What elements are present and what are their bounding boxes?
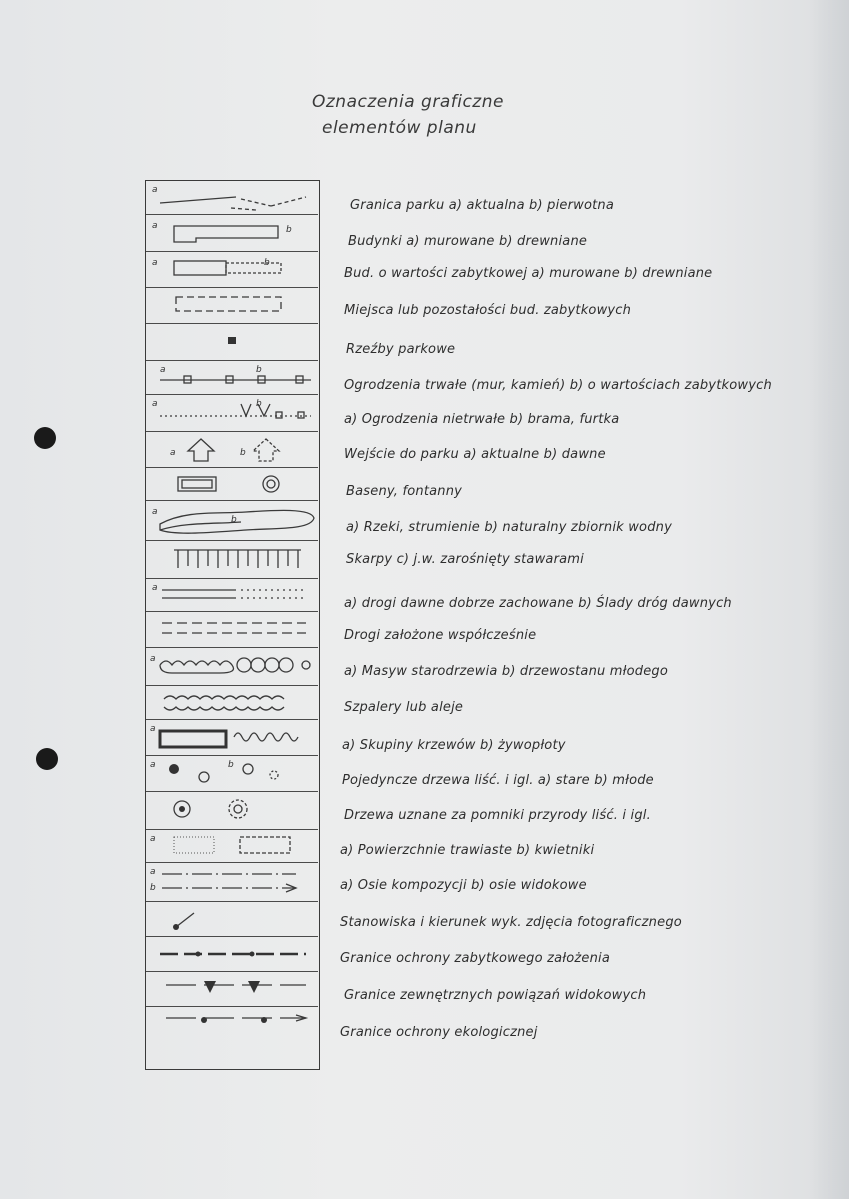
legend-symbol-tree-rows <box>146 685 318 720</box>
page-edge-shadow <box>809 0 849 1199</box>
svg-text:b: b <box>286 225 292 235</box>
legend-description: Baseny, fontanny <box>346 484 463 499</box>
legend-description: Stanowiska i kierunek wyk. zdjęcia fotograficznego <box>340 915 682 930</box>
svg-text:b: b <box>256 399 262 409</box>
legend-symbol-buildings <box>146 214 318 252</box>
legend-symbol-rivers-ponds <box>146 500 318 541</box>
legend-description: a) Osie kompozycji b) osie widokowe <box>340 878 587 893</box>
legend-symbol-natural-monuments <box>146 791 318 830</box>
legend-symbol-park-boundary <box>146 181 318 215</box>
legend-description: Bud. o wartości zabytkowej a) murowane b) drewniane <box>344 266 713 281</box>
legend-symbol-lawns-flowerbeds <box>146 829 318 863</box>
svg-text:b: b <box>256 365 262 375</box>
svg-text:a: a <box>152 583 158 593</box>
legend-description: Miejsca lub pozostałości bud. zabytkowych <box>344 303 632 318</box>
svg-text:a: a <box>170 448 176 458</box>
svg-text:a: a <box>150 867 156 877</box>
legend-symbol-historic-remnants <box>146 287 318 324</box>
legend-symbol-temporary-fences <box>146 394 318 432</box>
legend-symbol-heritage-boundary <box>146 936 318 972</box>
svg-text:a: a <box>150 760 156 770</box>
legend-symbol-park-entrance <box>146 431 318 468</box>
legend-description: Granica parku a) aktualna b) pierwotna <box>350 198 615 213</box>
legend-description: Wejście do parku a) aktualne b) dawne <box>344 447 606 462</box>
punch-hole-bottom <box>36 748 58 770</box>
legend-description: Granice ochrony ekologicznej <box>340 1025 538 1040</box>
svg-text:a: a <box>152 399 158 409</box>
legend-description: Granice zewnętrznych powiązań widokowych <box>344 988 647 1003</box>
legend-symbol-permanent-fences <box>146 360 318 395</box>
svg-text:b: b <box>231 515 237 525</box>
legend-description: Skarpy c) j.w. zarośnięty stawarami <box>346 552 584 567</box>
legend-symbol-photo-position <box>146 901 318 937</box>
svg-text:a: a <box>160 365 166 375</box>
legend-symbol-escarpments <box>146 540 318 579</box>
legend-description: a) drogi dawne dobrze zachowane b) Ślady dróg dawnych <box>344 596 732 611</box>
legend-description: Rzeźby parkowe <box>346 342 456 357</box>
legend-description: Drogi założone współcześnie <box>344 628 537 643</box>
legend-symbol-table <box>145 180 320 1070</box>
svg-text:b: b <box>150 883 156 893</box>
svg-text:a: a <box>150 724 156 734</box>
svg-text:b: b <box>228 760 234 770</box>
legend-symbol-view-links <box>146 971 318 1007</box>
legend-description: a) Skupiny krzewów b) żywopłoty <box>342 738 566 753</box>
legend-symbol-single-trees <box>146 755 318 792</box>
svg-text:b: b <box>240 448 246 458</box>
legend-description: Szpalery lub aleje <box>344 700 464 715</box>
legend-description: Pojedyncze drzewa liść. i igl. a) stare b) młode <box>342 773 654 788</box>
svg-text:a: a <box>152 258 158 268</box>
svg-text:b: b <box>264 258 270 268</box>
legend-description: a) Rzeki, strumienie b) naturalny zbiornik wodny <box>346 520 672 535</box>
svg-text:a: a <box>150 834 156 844</box>
legend-symbol-ecological-boundary <box>146 1006 318 1036</box>
legend-description: a) Ogrodzenia nietrwałe b) brama, furtka <box>344 412 620 427</box>
legend-symbol-sculptures <box>146 323 318 361</box>
legend-symbol-historic-buildings <box>146 251 318 288</box>
legend-symbol-old-roads <box>146 578 318 612</box>
legend-symbol-axes <box>146 862 318 902</box>
legend-description: a) Masyw starodrzewia b) drzewostanu młodego <box>344 664 668 679</box>
legend-symbol-modern-roads <box>146 611 318 648</box>
legend-description: Granice ochrony zabytkowego założenia <box>340 951 611 966</box>
legend-description: a) Powierzchnie trawiaste b) kwietniki <box>340 843 595 858</box>
svg-text:a: a <box>150 654 156 664</box>
page-title-line2: elementów planu <box>322 118 477 138</box>
legend-description: Drzewa uznane za pomniki przyrody liść. i igl. <box>344 808 651 823</box>
svg-text:a: a <box>152 507 158 517</box>
page-title-line1: Oznaczenia graficzne <box>312 92 504 112</box>
legend-description: Budynki a) murowane b) drewniane <box>348 234 588 249</box>
legend-symbol-shrubs-hedges <box>146 719 318 756</box>
legend-symbol-pools-fountains <box>146 467 318 501</box>
punch-hole-top <box>34 427 56 449</box>
legend-symbol-tree-stands <box>146 647 318 686</box>
legend-description: Ogrodzenia trwałe (mur, kamień) b) o wartościach zabytkowych <box>344 378 772 393</box>
svg-text:a: a <box>152 221 158 231</box>
svg-text:a: a <box>152 185 158 195</box>
